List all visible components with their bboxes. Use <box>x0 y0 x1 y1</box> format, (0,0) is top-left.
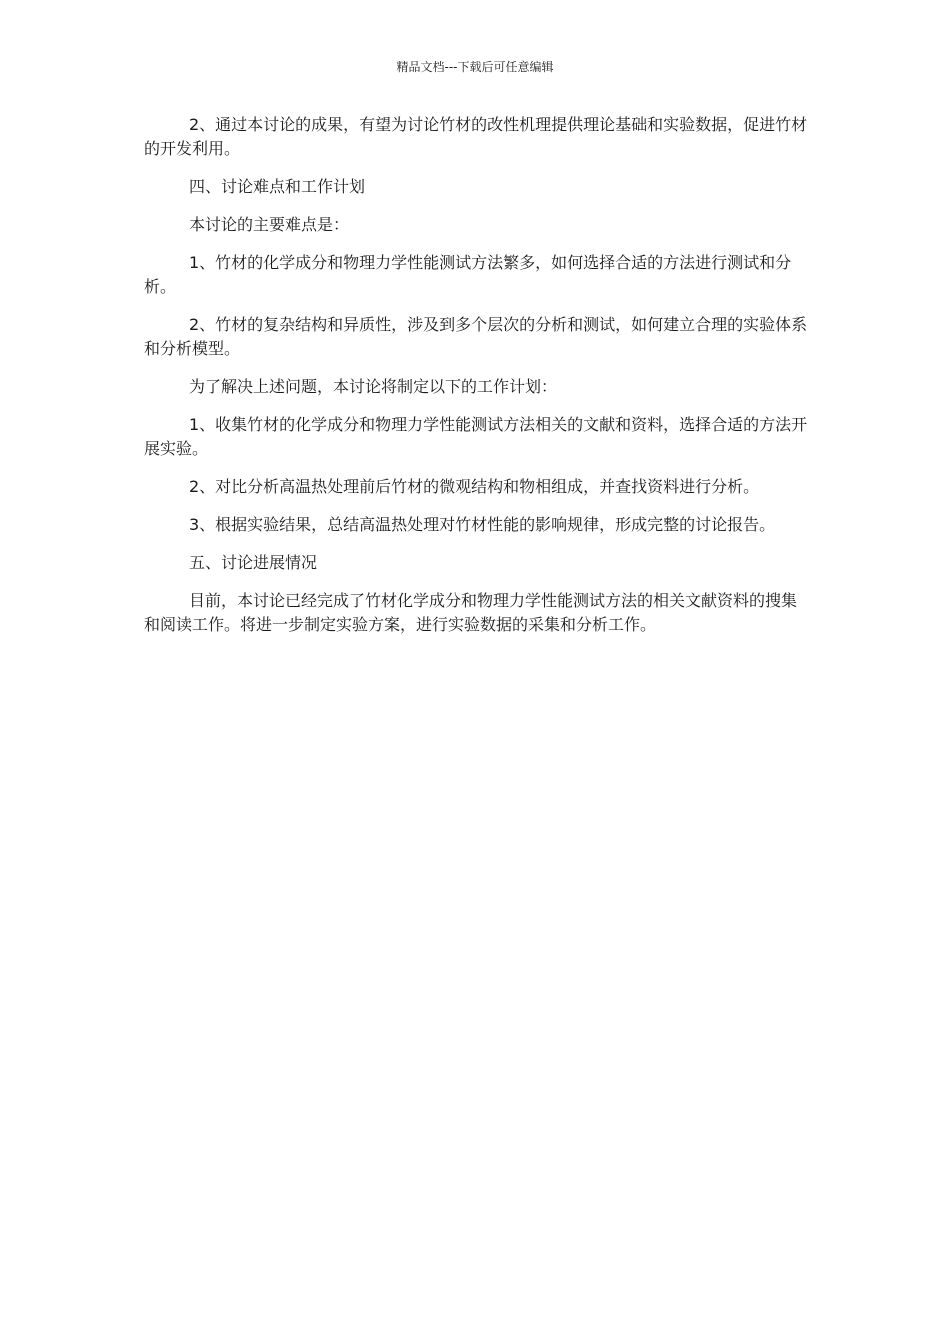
paragraph-plan-2: 2、对比分析高温热处理前后竹材的微观结构和物相组成，并查找资料进行分析。 <box>189 477 760 496</box>
paragraph-research-value-2: 2、通过本讨论的成果，有望为讨论竹材的改性机理提供理论基础和实验数据，促进竹材的开发利用。 <box>144 115 808 158</box>
section-heading-difficulties-plan: 四、讨论难点和工作计划 <box>189 177 366 196</box>
paragraph-plan-3: 3、根据实验结果，总结高温热处理对竹材性能的影响规律，形成完整的讨论报告。 <box>189 515 776 534</box>
paragraph-plan-1: 1、收集竹材的化学成分和物理力学性能测试方法相关的文献和资料，选择合适的方法开展实验。 <box>144 415 808 458</box>
paragraph-difficulties-intro: 本讨论的主要难点是： <box>189 215 350 234</box>
document-body <box>144 113 812 651</box>
paragraph-progress: 目前，本讨论已经完成了竹材化学成分和物理力学性能测试方法的相关文献资料的搜集和阅读工作。将进一步制定实验方案，进行实验数据的采集和分析工作。 <box>144 591 798 634</box>
paragraph-plan-intro: 为了解决上述问题，本讨论将制定以下的工作计划： <box>189 377 558 396</box>
paragraph-difficulty-1: 1、竹材的化学成分和物理力学性能测试方法繁多，如何选择合适的方法进行测试和分析。 <box>144 253 792 296</box>
page-header: 精品文档---下载后可任意编辑 <box>396 60 554 74</box>
paragraph-difficulty-2: 2、竹材的复杂结构和异质性，涉及到多个层次的分析和测试，如何建立合理的实验体系和分析模型。 <box>144 315 808 358</box>
section-heading-progress: 五、讨论进展情况 <box>189 553 318 572</box>
